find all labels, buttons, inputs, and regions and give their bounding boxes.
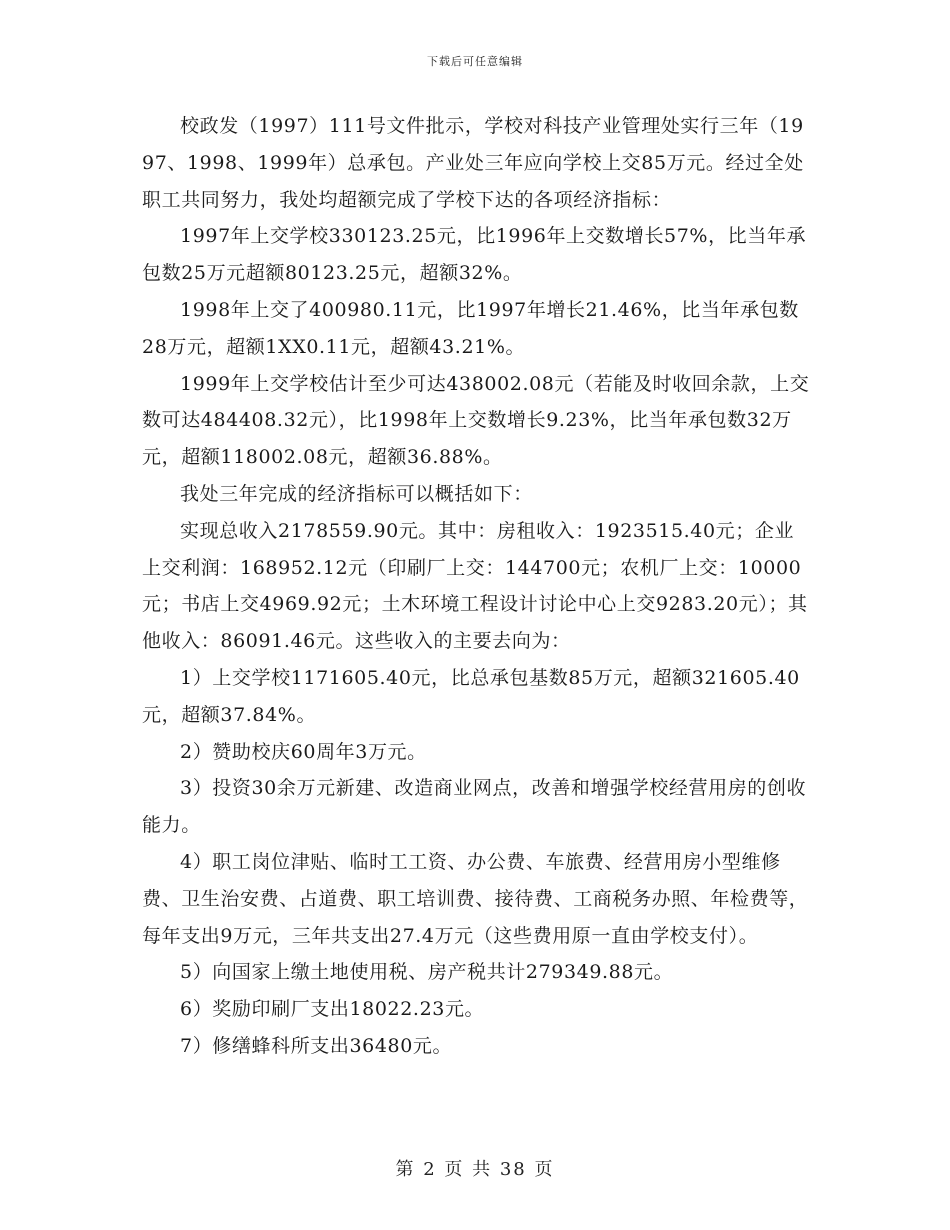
paragraph: 3）投资30余万元新建、改造商业网点，改善和增强学校经营用房的创收能力。 (142, 777, 807, 837)
document-body (142, 108, 810, 1065)
paragraph: 校政发（1997）111号文件批示，学校对科技产业管理处实行三年（1997、1998、1999年）总承包。产业处三年应向学校上交85万元。经过全处职工共同努力，我处均超额完成了学校下达的各项经济指标： (142, 115, 804, 211)
paragraph: 1999年上交学校估计至少可达438002.08元（若能及时收回余款，上交数可达484408.32元），比1998年上交数增长9.23%，比当年承包数32万元，超额118002.08元，超额36.88%。 (142, 372, 810, 469)
page-footer: 第 2 页 共 38 页 (395, 1159, 555, 1180)
paragraph: 2）赞助校庆60周年3万元。 (180, 740, 427, 763)
paragraph: 1998年上交了400980.11元，比1997年增长21.46%，比当年承包数28万元，超额1XX0.11元，超额43.21%。 (142, 298, 799, 358)
paragraph: 6）奖励印刷厂支出18022.23元。 (180, 998, 485, 1021)
paragraph: 实现总收入2178559.90元。其中：房租收入：1923515.40元；企业上交利润：168952.12元（印刷厂上交：144700元；农机厂上交：10000元；书店上交4969.92元；土木环境工程设计讨论中心上交9283.20元）；其他收入：86091.46元。这些收入的主要去向为： (142, 519, 808, 653)
page-header: 下载后可任意编辑 (427, 55, 523, 68)
paragraph: 4）职工岗位津贴、临时工工资、办公费、车旅费、经营用房小型维修费、卫生治安费、占道费、职工培训费、接待费、工商税务办照、年检费等，每年支出9万元，三年共支出27.4万元（这些费用原一直由学校支付）。 (142, 850, 809, 947)
paragraph: 7）修缮蜂科所支出36480元。 (180, 1034, 453, 1057)
paragraph: 5）向国家上缴土地使用税、房产税共计279349.88元。 (180, 961, 674, 984)
paragraph: 1）上交学校1171605.40元，比总承包基数85万元，超额321605.40元，超额37.84%。 (142, 666, 800, 726)
paragraph: 1997年上交学校330123.25元，比1996年上交数增长57%，比当年承包数25万元超额80123.25元，超额32%。 (142, 225, 807, 285)
paragraph: 我处三年完成的经济指标可以概括如下： (180, 482, 533, 505)
